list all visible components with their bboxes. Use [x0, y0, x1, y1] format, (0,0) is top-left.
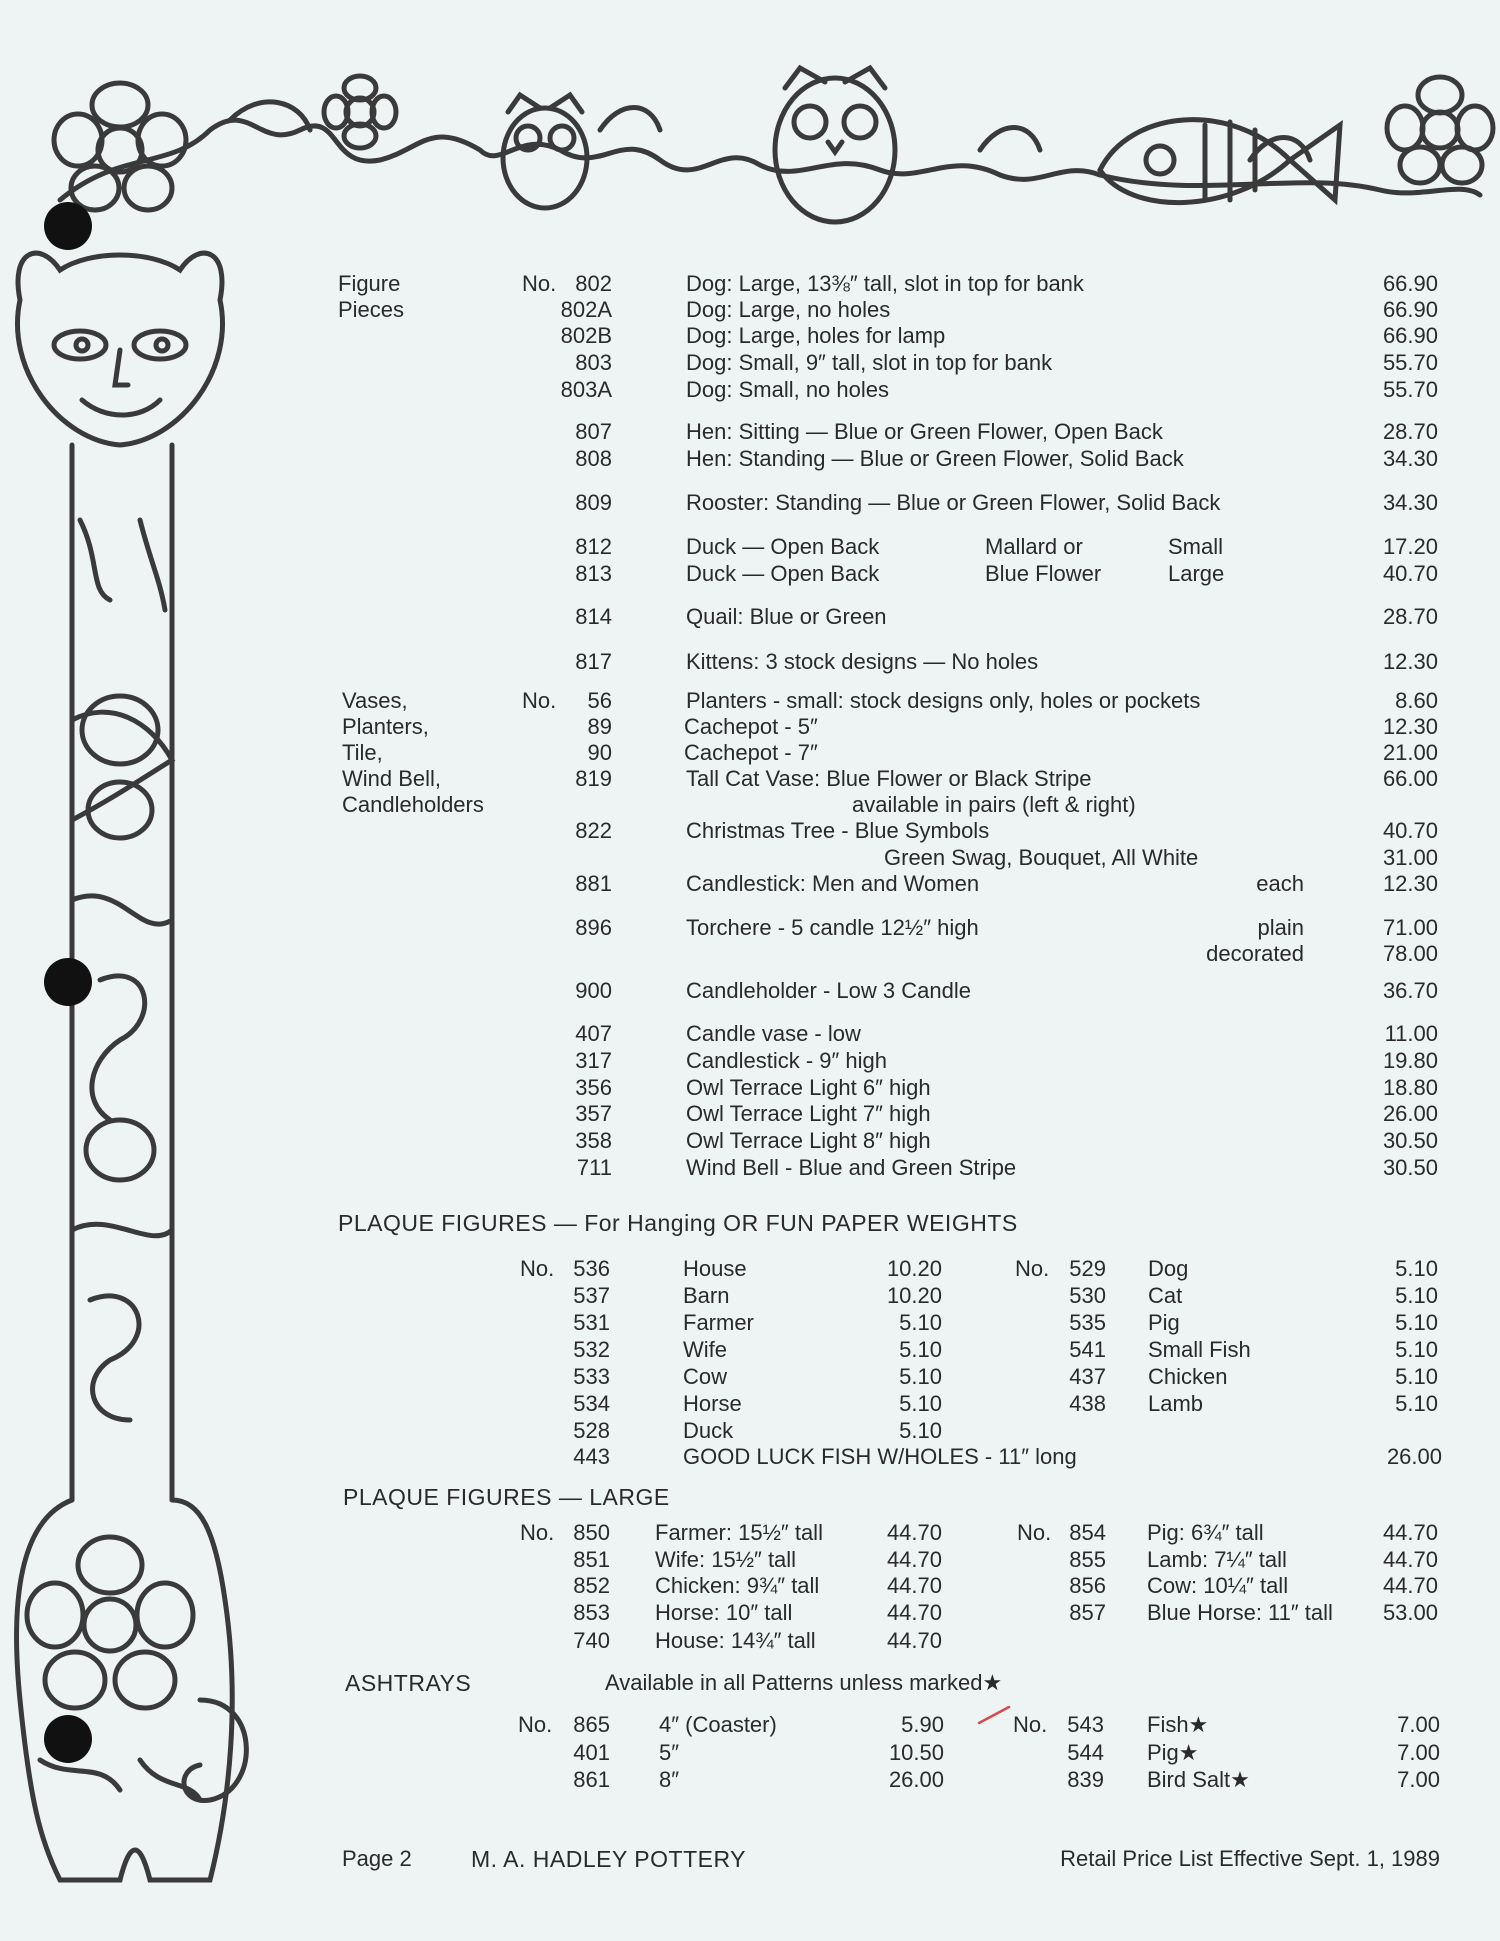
item-number: 357: [575, 1101, 612, 1126]
section-label: Tile,: [342, 740, 383, 765]
item-note: plain: [1257, 915, 1304, 940]
item-price: 10.20: [886, 1256, 942, 1281]
item-variant: Mallard or: [985, 534, 1083, 559]
item-number: 814: [575, 604, 612, 629]
binder-hole-bottom: [44, 1715, 92, 1763]
item-name: Cow: [683, 1364, 728, 1389]
item-name: Pig: [1148, 1310, 1180, 1335]
item-number: 317: [575, 1048, 612, 1073]
item-number: 861: [573, 1767, 610, 1792]
item-price: 19.80: [1382, 1048, 1438, 1073]
item-description: Candle vase - low: [686, 1021, 861, 1046]
item-price: 31.00: [1382, 845, 1438, 870]
item-number: 819: [575, 766, 612, 791]
item-number: 740: [573, 1628, 610, 1653]
item-number: 358: [575, 1128, 612, 1153]
item-description: Candleholder - Low 3 Candle: [686, 978, 971, 1003]
item-price: 44.70: [1382, 1573, 1438, 1598]
item-number: 896: [575, 915, 612, 940]
item-number: 537: [573, 1283, 610, 1308]
item-name: Small Fish: [1148, 1337, 1251, 1362]
item-description: Duck — Open Back: [686, 534, 880, 559]
item-price: 5.10: [1395, 1364, 1438, 1389]
item-price: 7.00: [1397, 1740, 1440, 1765]
binder-hole-middle: [44, 958, 92, 1006]
section-label: Planters,: [342, 714, 429, 739]
item-price: 21.00: [1382, 740, 1438, 765]
item-description: Torchere - 5 candle 12½″ high: [686, 915, 979, 940]
item-number: 356: [575, 1075, 612, 1100]
item-description: Rooster: Standing — Blue or Green Flower, Solid Back: [686, 490, 1221, 515]
item-price: 30.50: [1382, 1128, 1438, 1153]
item-name: Horse: [683, 1391, 742, 1416]
item-price: 66.00: [1382, 766, 1438, 791]
item-description: Green Swag, Bouquet, All White: [884, 845, 1199, 870]
item-number: 544: [1067, 1740, 1104, 1765]
item-price: 78.00: [1382, 941, 1438, 966]
item-number: 528: [573, 1418, 610, 1443]
item-name: Farmer: [683, 1310, 754, 1335]
item-price: 12.30: [1382, 714, 1438, 739]
item-number: 534: [573, 1391, 610, 1416]
item-name: Cat: [1148, 1283, 1183, 1308]
item-price: 5.10: [899, 1364, 942, 1389]
item-name: Horse: 10″ tall: [655, 1600, 793, 1625]
item-name: Wife: 15½″ tall: [655, 1547, 797, 1572]
no-label: No.: [518, 1712, 553, 1737]
item-price: 53.00: [1382, 1600, 1438, 1625]
item-number: 822: [575, 818, 612, 843]
item-price: 44.70: [886, 1628, 942, 1653]
item-name: 5″: [659, 1740, 680, 1765]
item-price: 5.10: [1395, 1337, 1438, 1362]
item-number: 856: [1069, 1573, 1106, 1598]
item-number: 533: [573, 1364, 610, 1389]
item-number: 857: [1069, 1600, 1106, 1625]
item-price: 71.00: [1382, 915, 1438, 940]
item-description: Christmas Tree - Blue Symbols: [686, 818, 990, 843]
item-number: 881: [575, 871, 612, 896]
item-note: each: [1256, 871, 1304, 896]
item-number: 852: [573, 1573, 610, 1598]
no-label: No.: [1015, 1256, 1050, 1281]
item-price: 5.10: [899, 1418, 942, 1443]
item-number: 802B: [560, 323, 612, 348]
item-description: Cachepot - 7″: [684, 740, 818, 765]
item-price: 5.10: [899, 1337, 942, 1362]
item-number: 854: [1069, 1520, 1106, 1545]
item-description: Owl Terrace Light 6″ high: [686, 1075, 931, 1100]
item-name: Wife: [683, 1337, 727, 1362]
item-number: 531: [573, 1310, 610, 1335]
item-price: 66.90: [1382, 323, 1438, 348]
item-number: 443: [573, 1444, 610, 1469]
item-variant: Blue Flower: [985, 561, 1102, 586]
item-price: 11.00: [1384, 1021, 1438, 1046]
item-description: Owl Terrace Light 8″ high: [686, 1128, 931, 1153]
item-price: 44.70: [886, 1520, 942, 1545]
item-price: 44.70: [886, 1573, 942, 1598]
no-label: No.: [1017, 1520, 1052, 1545]
effective-date: Retail Price List Effective Sept. 1, 1989: [1060, 1846, 1440, 1871]
item-name: Chicken: [1148, 1364, 1228, 1389]
item-description: Owl Terrace Light 7″ high: [686, 1101, 931, 1126]
item-price: 55.70: [1382, 377, 1438, 402]
item-name: Dog: [1148, 1256, 1189, 1281]
availability-note: Available in all Patterns unless marked★: [605, 1670, 1003, 1695]
item-description: Duck — Open Back: [686, 561, 880, 586]
item-name: Chicken: 9¾″ tall: [655, 1573, 820, 1598]
item-name: Barn: [683, 1283, 730, 1308]
item-price: 28.70: [1382, 604, 1438, 629]
item-name: Blue Horse: 11″ tall: [1147, 1600, 1333, 1625]
item-number: 850: [573, 1520, 610, 1545]
item-price: 40.70: [1382, 561, 1438, 586]
item-price: 18.80: [1382, 1075, 1438, 1100]
item-description: Dog: Large, 13⅜″ tall, slot in top for bank: [686, 271, 1084, 296]
no-label: No.: [522, 688, 557, 713]
item-description: available in pairs (left & right): [852, 792, 1136, 817]
item-description: GOOD LUCK FISH W/HOLES - 11″ long: [683, 1444, 1077, 1469]
item-number: 807: [575, 419, 612, 444]
item-name: Pig★: [1147, 1740, 1199, 1765]
no-label: No.: [520, 1256, 555, 1281]
item-price: 5.90: [901, 1712, 944, 1737]
item-description: Hen: Sitting — Blue or Green Flower, Open Back: [686, 419, 1163, 444]
item-description: Dog: Large, no holes: [686, 297, 891, 322]
section-heading: PLAQUE FIGURES — For Hanging OR FUN PAPER WEIGHTS: [338, 1210, 1018, 1236]
item-description: Tall Cat Vase: Blue Flower or Black Stripe: [686, 766, 1092, 791]
item-name: 4″ (Coaster): [659, 1712, 777, 1737]
item-number: 56: [587, 688, 612, 713]
item-price: 5.10: [899, 1391, 942, 1416]
item-price: 8.60: [1395, 688, 1438, 713]
item-number: 90: [587, 740, 612, 765]
item-price: 5.10: [1395, 1283, 1438, 1308]
item-number: 438: [1069, 1391, 1106, 1416]
section-label: Wind Bell,: [342, 766, 442, 791]
item-number: 802A: [560, 297, 612, 322]
item-description: Planters - small: stock designs only, holes or pockets: [686, 688, 1201, 713]
section-label: Pieces: [338, 297, 405, 322]
item-description: Dog: Small, no holes: [686, 377, 889, 402]
item-description: Quail: Blue or Green: [686, 604, 887, 629]
item-price: 28.70: [1382, 419, 1438, 444]
item-price: 5.10: [899, 1310, 942, 1335]
item-description: Candlestick: Men and Women: [686, 871, 980, 896]
item-number: 865: [573, 1712, 610, 1737]
section-label: Figure: [338, 271, 401, 296]
item-name: Fish★: [1147, 1712, 1209, 1737]
section-heading: PLAQUE FIGURES — LARGE: [343, 1484, 670, 1510]
no-label: No.: [1013, 1712, 1048, 1737]
binder-hole-top: [44, 202, 92, 250]
item-description: Candlestick - 9″ high: [686, 1048, 887, 1073]
item-price: 30.50: [1382, 1155, 1438, 1180]
item-price: 44.70: [886, 1600, 942, 1625]
item-price: 12.30: [1382, 649, 1438, 674]
section-heading: ASHTRAYS: [345, 1670, 472, 1696]
item-number: 839: [1067, 1767, 1104, 1792]
item-description: Wind Bell - Blue and Green Stripe: [686, 1155, 1017, 1180]
item-number: 853: [573, 1600, 610, 1625]
item-number: 711: [576, 1155, 612, 1180]
item-description: Hen: Standing — Blue or Green Flower, Solid Back: [686, 446, 1184, 471]
item-description: Cachepot - 5″: [684, 714, 818, 739]
item-name: Lamb: [1148, 1391, 1204, 1416]
item-price: 44.70: [1382, 1547, 1438, 1572]
item-number: 817: [575, 649, 612, 674]
item-name: 8″: [659, 1767, 680, 1792]
item-price: 17.20: [1382, 534, 1438, 559]
item-name: Bird Salt★: [1147, 1767, 1250, 1792]
item-name: House: [683, 1256, 747, 1281]
item-price: 26.00: [888, 1767, 944, 1792]
item-price: 10.50: [888, 1740, 944, 1765]
item-number: 803: [575, 350, 612, 375]
item-number: 530: [1069, 1283, 1106, 1308]
section-label: Candleholders: [342, 792, 484, 817]
item-number: 532: [573, 1337, 610, 1362]
item-number: 401: [573, 1740, 610, 1765]
item-price: 5.10: [1395, 1310, 1438, 1335]
item-price: 66.90: [1382, 271, 1438, 296]
item-description: Dog: Large, holes for lamp: [686, 323, 946, 348]
item-price: 26.00: [1382, 1101, 1438, 1126]
item-number: 407: [575, 1021, 612, 1046]
item-description: Kittens: 3 stock designs — No holes: [686, 649, 1039, 674]
item-name: Cow: 10¼″ tall: [1147, 1573, 1289, 1598]
item-number: 529: [1069, 1256, 1106, 1281]
item-price: 10.20: [886, 1283, 942, 1308]
item-price: 7.00: [1397, 1767, 1440, 1792]
item-number: 541: [1069, 1337, 1106, 1362]
item-number: 437: [1069, 1364, 1106, 1389]
item-price: 40.70: [1382, 818, 1438, 843]
item-number: 536: [573, 1256, 610, 1281]
item-note: decorated: [1206, 941, 1304, 966]
section-label: Vases,: [342, 688, 408, 713]
company-name: M. A. HADLEY POTTERY: [471, 1846, 747, 1872]
item-description: Dog: Small, 9″ tall, slot in top for bank: [686, 350, 1053, 375]
item-number: 535: [1069, 1310, 1106, 1335]
item-price: 44.70: [886, 1547, 942, 1572]
item-number: 900: [575, 978, 612, 1003]
item-size: Large: [1168, 561, 1225, 586]
item-name: Pig: 6¾″ tall: [1147, 1520, 1264, 1545]
pen-mark: [975, 1703, 1015, 1727]
item-name: Farmer: 15½″ tall: [655, 1520, 823, 1545]
item-price: 36.70: [1382, 978, 1438, 1003]
item-number: 803A: [560, 377, 612, 402]
item-price: 5.10: [1395, 1256, 1438, 1281]
item-price: 55.70: [1382, 350, 1438, 375]
item-price: 34.30: [1382, 490, 1438, 515]
item-price: 5.10: [1395, 1391, 1438, 1416]
item-size: Small: [1168, 534, 1224, 559]
item-number: 851: [573, 1547, 610, 1572]
item-number: 802: [575, 271, 612, 296]
item-number: 813: [575, 561, 612, 586]
item-price: 44.70: [1382, 1520, 1438, 1545]
item-name: Duck: [683, 1418, 734, 1443]
item-name: House: 14¾″ tall: [655, 1628, 816, 1653]
item-number: 855: [1069, 1547, 1106, 1572]
item-price: 34.30: [1382, 446, 1438, 471]
no-label: No.: [522, 271, 557, 296]
item-number: 808: [575, 446, 612, 471]
item-price: 12.30: [1382, 871, 1438, 896]
no-label: No.: [520, 1520, 555, 1545]
item-price: 26.00: [1386, 1444, 1442, 1469]
item-number: 809: [575, 490, 612, 515]
item-price: 66.90: [1382, 297, 1438, 322]
item-number: 543: [1067, 1712, 1104, 1737]
item-price: 7.00: [1397, 1712, 1440, 1737]
page-number: Page 2: [342, 1846, 412, 1871]
item-name: Lamb: 7¼″ tall: [1147, 1547, 1287, 1572]
item-number: 89: [587, 714, 612, 739]
item-number: 812: [575, 534, 612, 559]
